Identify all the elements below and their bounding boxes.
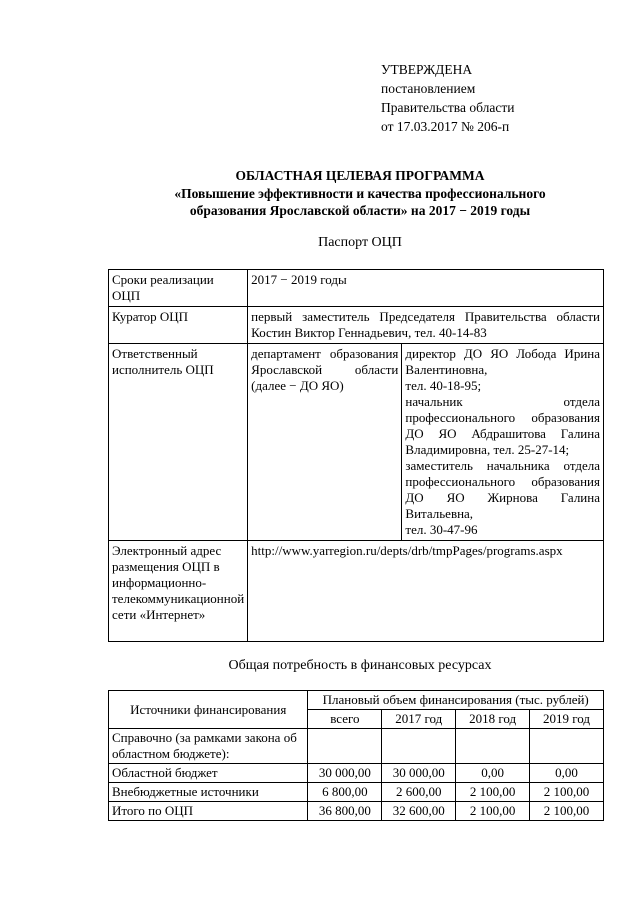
- finance-cell: 6 800,00: [308, 783, 382, 802]
- finance-cell: 2 100,00: [456, 802, 530, 821]
- passport-label-period: Сроки реализации ОЦП: [109, 270, 248, 307]
- column-header-2019: 2019 год: [530, 710, 604, 729]
- approval-line-2: постановлением: [381, 81, 476, 96]
- passport-label-url: Электронный адрес размещения ОЦП в информационно-телекоммуникационной сети «Интернет»: [109, 541, 248, 642]
- finance-row-label: Справочно (за рамками закона об областном бюджете):: [109, 729, 308, 764]
- passport-value-curator: первый заместитель Председателя Правительства области Костин Виктор Геннадьевич, тел. 40-14-83: [248, 307, 604, 344]
- finance-cell: 0,00: [456, 764, 530, 783]
- passport-row-url: [109, 541, 604, 642]
- finance-heading: Общая потребность в финансовых ресурсах: [228, 658, 492, 673]
- finance-cell: [382, 729, 456, 764]
- finance-cell: 30 000,00: [382, 764, 456, 783]
- contact-line: тел. 30-47-96: [405, 522, 478, 537]
- contact-line: начальник отдела профессионального образования ДО ЯО Абдрашитова Галина Владимировна, тел. 25-27-14;: [405, 394, 600, 457]
- finance-row-total: [109, 802, 604, 821]
- finance-cell: 32 600,00: [382, 802, 456, 821]
- title-line-1: ОБЛАСТНАЯ ЦЕЛЕВАЯ ПРОГРАММА: [235, 168, 485, 183]
- finance-source-header: Источники финансирования: [109, 691, 308, 729]
- passport-row-executor: [109, 344, 604, 541]
- passport-table: [108, 269, 604, 642]
- finance-row-extrabudget: [109, 783, 604, 802]
- finance-cell: 0,00: [530, 764, 604, 783]
- finance-cell: [530, 729, 604, 764]
- contact-line: директор ДО ЯО Лобода Ирина Валентиновна,: [405, 346, 600, 377]
- finance-row-label: Областной бюджет: [109, 764, 308, 783]
- contact-line: заместитель начальника отдела профессионального образования ДО ЯО Жирнова Галина Витальевна,: [405, 458, 600, 521]
- finance-cell: [456, 729, 530, 764]
- finance-cell: 2 100,00: [530, 802, 604, 821]
- finance-cell: 30 000,00: [308, 764, 382, 783]
- passport-value-executor-contacts: [402, 344, 604, 541]
- finance-row-regional-budget: [109, 764, 604, 783]
- passport-value-executor-dept: департамент образования Ярославской области (далее − ДО ЯО): [248, 344, 402, 541]
- finance-volume-header: Плановый объем финансирования (тыс. рублей): [308, 691, 604, 710]
- passport-row-curator: [109, 307, 604, 344]
- finance-row-reference: [109, 729, 604, 764]
- program-title: [100, 166, 620, 219]
- finance-row-label: Итого по ОЦП: [109, 802, 308, 821]
- finance-cell: 2 100,00: [456, 783, 530, 802]
- title-line-3: образования Ярославской области» на 2017 − 2019 годы: [189, 203, 531, 218]
- finance-cell: [308, 729, 382, 764]
- title-line-2: «Повышение эффективности и качества профессионального: [174, 186, 546, 201]
- finance-row-label: Внебюджетные источники: [109, 783, 308, 802]
- column-header-2017: 2017 год: [382, 710, 456, 729]
- approval-line-3: Правительства области: [381, 100, 515, 115]
- finance-cell: 36 800,00: [308, 802, 382, 821]
- passport-value-period: 2017 − 2019 годы: [248, 270, 604, 307]
- finance-cell: 2 600,00: [382, 783, 456, 802]
- approval-line-1: УТВЕРЖДЕНА: [381, 62, 473, 77]
- passport-row-period: [109, 270, 604, 307]
- passport-value-url: http://www.yarregion.ru/depts/drb/tmpPages/programs.aspx: [248, 541, 604, 642]
- passport-label-curator: Куратор ОЦП: [109, 307, 248, 344]
- passport-label-executor: Ответственный исполнитель ОЦП: [109, 344, 248, 541]
- approval-stamp: [381, 60, 514, 136]
- approval-line-4: от 17.03.2017 № 206-п: [381, 119, 510, 134]
- column-header-2018: 2018 год: [456, 710, 530, 729]
- finance-table: [108, 690, 604, 821]
- finance-cell: 2 100,00: [530, 783, 604, 802]
- finance-header-row: [109, 691, 604, 710]
- column-header-total: всего: [308, 710, 382, 729]
- passport-heading: Паспорт ОЦП: [318, 235, 402, 250]
- contact-line: тел. 40-18-95;: [405, 378, 482, 393]
